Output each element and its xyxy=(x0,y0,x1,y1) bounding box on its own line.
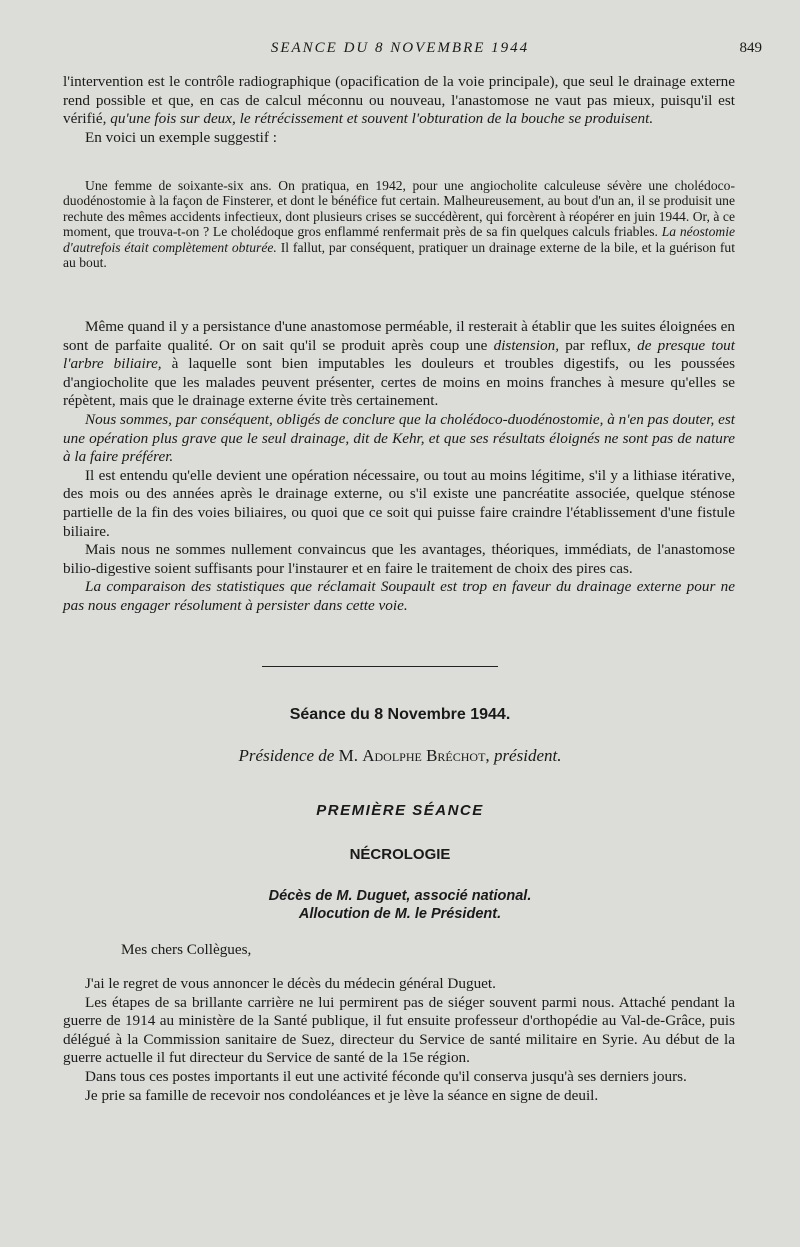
paragraph: En voici un exemple suggestif : xyxy=(85,128,277,146)
text-run: Même quand il y a persistance d'une anastomose perméable, il resterait à établir que les suites éloignées en sont de parfaite qualité. Or on sait qu'il se produit après coup une xyxy=(63,318,735,354)
address-line: Allocution de M. le Président. xyxy=(298,906,502,922)
paragraph: Les étapes de sa brillante carrière ne lui permirent pas de siéger souvent parmi nous. Attaché pendant la guerre de 1914 au ministère de la Santé publique, il fut ensuite professeur d'orthopédie au Val-de-Grâce, puis délégué à la Commission sanitaire de Suez, directeur du Service de santé militaire en Syrie. Au début de la guerre actuelle il fut directeur du Service de santé de la 15e région. xyxy=(63,993,735,1067)
paragraph: Il est entendu qu'elle devient une opération nécessaire, ou tout au moins légitime, s'il y a lithiase itérative, des mois ou des années après le drainage externe, ou s'il existe une pancréatite associée, quelque sténose partielle de la fin des voies biliaires, ou quoi que ce soit qui puisse faire craindre l'établissement d'une fistule biliaire. xyxy=(63,466,735,540)
necrology-heading: NÉCROLOGIE xyxy=(349,846,451,863)
president-role: président. xyxy=(489,746,562,765)
salutation xyxy=(121,941,721,960)
president-name: Adolphe Bréchot, xyxy=(362,746,490,765)
president-title: M. xyxy=(338,746,363,765)
speech-section xyxy=(63,975,735,1105)
section-divider xyxy=(262,666,498,667)
discussion-section xyxy=(63,318,735,616)
text-run: Il fallut, par conséquent, pratiquer un drainage externe de la bile, et la guérison fut au bout. xyxy=(63,239,735,271)
first-session-heading: PREMIÈRE SÉANCE xyxy=(316,802,484,819)
death-notice-line: Décès de M. Duguet, associé national. xyxy=(268,888,532,904)
paragraph: Mais nous ne sommes nullement convaincus que les avantages, théoriques, immédiats, de l'anastomose bilio-digestive soient suffisants pour l'instaurer et en faire le traitement de choix des pires cas. xyxy=(63,541,735,577)
presidence-line xyxy=(0,746,800,766)
opening-section xyxy=(63,73,735,147)
emphasis-run: distension, xyxy=(493,336,559,354)
emphasis-run: qu'une fois sur deux, le rétrécissement et souvent l'obturation de la bouche se produisent. xyxy=(110,110,654,128)
example-paragraph xyxy=(63,178,735,270)
emphasis-run: La comparaison des statistiques que réclamait Soupault est trop en faveur du drainage externe pour ne pas nous engager résolument à persister dans cette voie. xyxy=(63,578,735,614)
emphasis-run: La néostomie d'autrefois était complètement obturée. xyxy=(63,224,736,255)
paragraph xyxy=(63,318,735,411)
text-run: par reflux, xyxy=(559,336,638,354)
text-run: Une femme de soixante-six ans. On pratiqua, en 1942, pour une angiocholite calculeuse sévère une cholédoco-duodénostomie à la façon de Finsterer, et dont le bénéfice fut certain. Malheureusement, au bout d'un an, il se produisit une rechute des mêmes accidents infectieux, dont plusieurs crises se succédèrent, qui forcèrent à réopérer en juin 1944. Or, à ce moment, que trouva-t-on ? Le cholédoque gros enflammé renfermait près de sa fin quelques calculs friables. xyxy=(63,178,735,240)
paragraph: J'ai le regret de vous annoncer le décès du médecin général Duguet. xyxy=(85,975,496,992)
paragraph: Je prie sa famille de recevoir nos condoléances et je lève la séance en signe de deuil. xyxy=(85,1086,599,1104)
paragraph xyxy=(63,578,735,615)
salutation-text: Mes chers Collègues, xyxy=(121,941,252,958)
presidence-label: Présidence de xyxy=(238,746,335,765)
death-notice-heading xyxy=(0,887,800,923)
session-title: Séance du 8 Novembre 1944. xyxy=(289,706,511,723)
text-run: à laquelle sont bien imputables les douleurs et troubles digestifs, ou les poussées d'angiocholite que les malades peuvent présenter, certes de moins en moins franches à mesure qu'elles se répètent, mais que le drainage externe évite très certainement. xyxy=(63,355,735,410)
clinical-example xyxy=(63,178,735,270)
paragraph: Dans tous ces postes importants il eut une activité féconde qu'il conserva jusqu'à ses derniers jours. xyxy=(85,1067,687,1085)
paragraph xyxy=(63,73,735,129)
text-run: l'intervention est le contrôle radiographique (opacification de la voie principale), que seul le drainage externe rend possible et que, en cas de calcul méconnu ou nouveau, l'anastomose ne vaut pas mieux, puisqu'il est vérifié, xyxy=(63,73,735,128)
paragraph xyxy=(63,411,735,467)
emphasis-run: de presque tout l'arbre biliaire, xyxy=(63,336,735,373)
running-title: SEANCE DU 8 NOVEMBRE 1944 xyxy=(270,40,530,56)
page-header xyxy=(0,40,800,62)
emphasis-run: Nous sommes, par conséquent, obligés de conclure que la cholédoco-duodénostomie, à n'en pas douter, est une opération plus grave que le seul drainage, dit de Kehr, et que ses résultats éloignés ne sont pas de nature à la faire préférer. xyxy=(63,410,735,466)
page-number: 849 xyxy=(739,40,762,56)
